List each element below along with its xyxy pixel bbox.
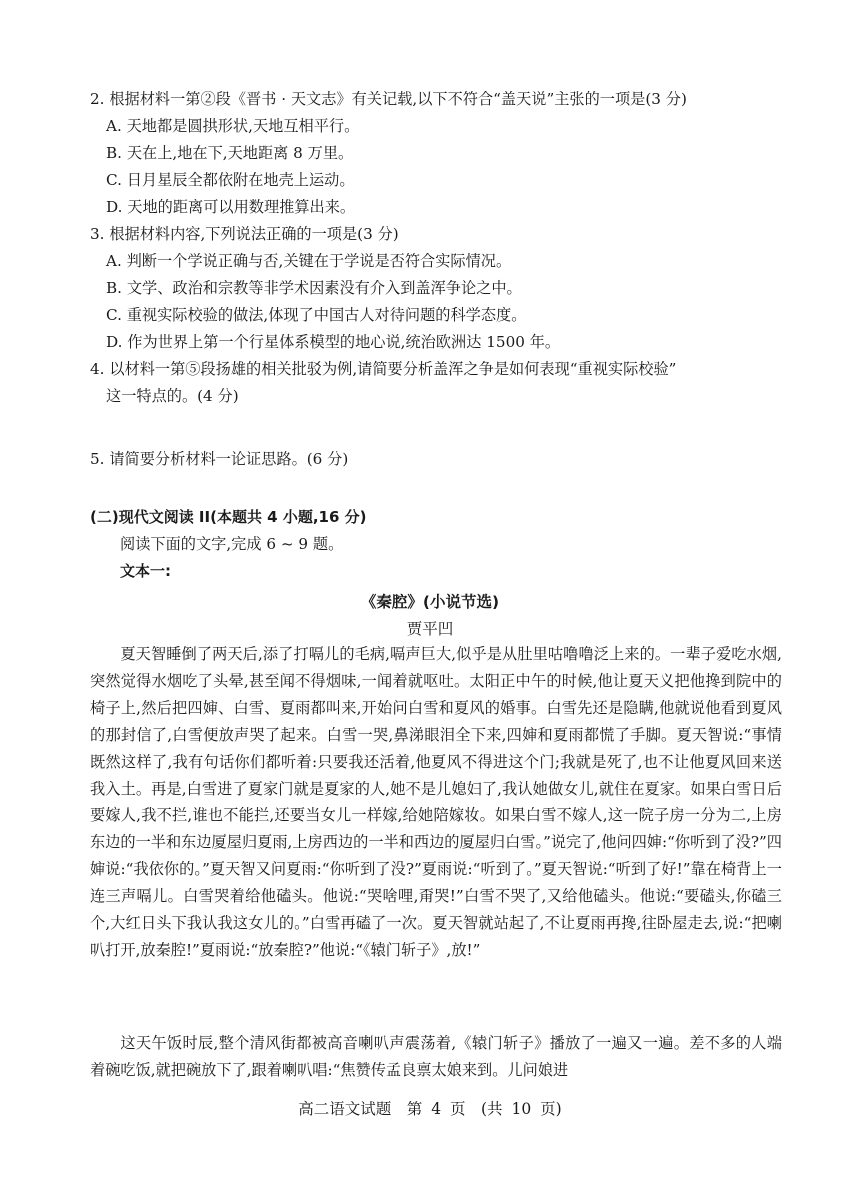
section-heading: (二)现代文阅读 II(本题共 4 小题,16 分) [90,508,367,526]
question-2-option-b: B. 天在上,地在下,天地距离 8 万里。 [106,144,354,162]
story-title: 《秦腔》(小说节选) [360,593,500,611]
question-5-stem: 5. 请简要分析材料一论证思路。(6 分) [90,450,349,468]
question-2-option-c: C. 日月星辰全都依附在地壳上运动。 [106,171,355,189]
question-3-option-d: D. 作为世界上第一个行星体系模型的地心说,统治欧洲达 1500 年。 [106,333,561,351]
question-3-stem: 3. 根据材料内容,下列说法正确的一项是(3 分) [90,225,399,243]
question-3-option-b: B. 文学、政治和宗教等非学术因素没有介入到盖浑争论之中。 [106,279,522,297]
story-paragraph-2: 这天午饭时辰,整个清风街都被高音喇叭声震荡着,《辕门斩子》播放了一遍又一遍。差不多的人端着碗吃饭,就把碗放下了,跟着喇叭唱:“焦赞传孟良禀太娘来到。儿问娘进 [90,1034,782,1079]
page-footer: 高二语文试题 第 4 页 (共 10 页) [298,1100,562,1118]
question-2-option-d: D. 天地的距离可以用数理推算出来。 [106,198,356,216]
story-paragraph-1: 夏天智睡倒了两天后,添了打嗝儿的毛病,嗝声巨大,似乎是从肚里咕噜噜泛上来的。一辈子爱吃水烟,突然觉得水烟吃了头晕,甚至闻不得烟味,一闻着就呕吐。太阳正中午的时候,他让夏天义把他搀到院中的椅子上,然后把四婶、白雪、夏雨都叫来,开始问白雪和夏风的婚事。白雪先还是隐瞒,他就说他看到夏风的那封信了,白雪便放声哭了起来。白雪一哭,鼻涕眼泪全下来,四婶和夏雨都慌了手脚。夏天智说:“事情既然这样了,我有句话你们都听着:只要我还活着,他夏风不得进这个门;我就是死了,也不让他夏风回来送我入土。再是,白雪进了夏家门就是夏家的人,她不是儿媳妇了,我认她做女儿,就住在夏家。如果白雪日后要嫁人,我不拦,谁也不能拦,还要当女儿一样嫁,给她陪嫁妆。如果白雪不嫁人,这一院子房一分为二,上房东边的一半和东边厦屋归夏雨,上房西边的一半和西边的厦屋归白雪。”说完了,他问四婶:“你听到了没?”四婶说:“我依你的。”夏天智又问夏雨:“你听到了没?”夏雨说:“听到了。”夏天智说:“听到了好!”靠在椅背上一连三声嗝儿。白雪哭着给他磕头。他说:“哭啥哩,甭哭!”白雪不哭了,又给他磕头。他说:“要磕头,你磕三个,大红日头下我认我这女儿的。”白雪再磕了一次。夏天智就站起了,不让夏雨再搀,往卧屋走去,说:“把喇叭打开,放秦腔!”夏雨说:“放秦腔?”他说:“《辕门斩子》,放!” [90,645,782,959]
section-instruction: 阅读下面的文字,完成 6 ~ 9 题。 [120,535,344,553]
question-4-stem-line2: 这一特点的。(4 分) [106,387,239,405]
text-label: 文本一: [120,562,171,580]
question-3-option-c: C. 重视实际校验的做法,体现了中国古人对待问题的科学态度。 [106,306,527,324]
question-2-stem: 2. 根据材料一第②段《晋书 · 天文志》有关记载,以下不符合“盖天说”主张的一项是(3 分) [90,90,687,108]
question-3-option-a: A. 判断一个学说正确与否,关键在于学说是否符合实际情况。 [106,252,512,270]
story-author: 贾平凹 [406,620,454,638]
question-2-option-a: A. 天地都是圆拱形状,天地互相平行。 [106,117,360,135]
question-4-stem-line1: 4. 以材料一第⑤段扬雄的相关批驳为例,请简要分析盖浑之争是如何表现“重视实际校验” [90,360,677,378]
